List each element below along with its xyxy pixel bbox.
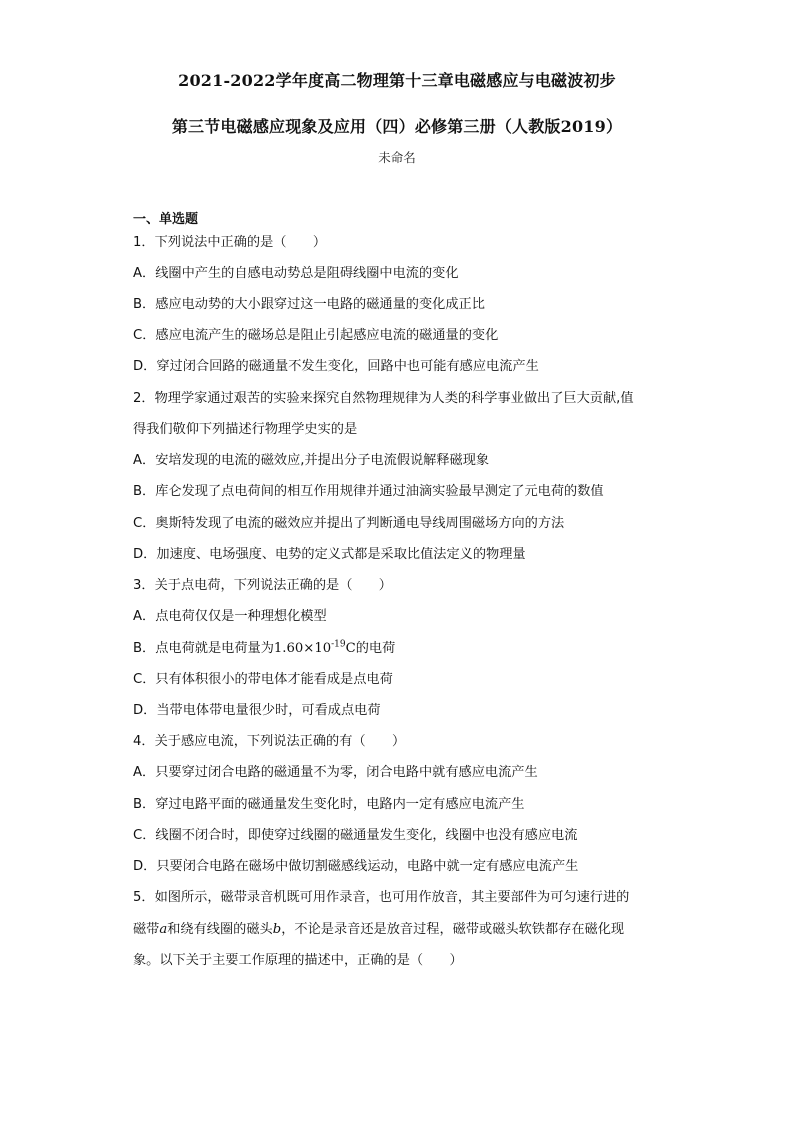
question-5-line-2-suffix: ，不论是录音还是放音过程，磁带或磁头软铁都存在磁化现: [281, 922, 625, 937]
document-author: 未命名: [378, 150, 416, 165]
question-4-option-a: A．只要穿过闭合电路的磁通量不为零，闭合电路中就有感应电流产生: [133, 765, 538, 780]
question-4-option-b: B．穿过电路平面的磁通量发生变化时，电路内一定有感应电流产生: [133, 797, 525, 812]
question-4-option-d: D．只要闭合电路在磁场中做切割磁感线运动，电路中就一定有感应电流产生: [133, 859, 579, 874]
question-1-option-b: B．感应电动势的大小跟穿过这一电路的磁通量的变化成正比: [133, 297, 485, 312]
question-3-stem: 3．关于点电荷，下列说法正确的是（ ）: [133, 578, 392, 593]
question-3-option-b-prefix: B．点电荷就是电荷量为: [133, 641, 274, 656]
question-2-option-c: C．奥斯特发现了电流的磁效应并提出了判断通电导线周围磁场方向的方法: [133, 516, 565, 531]
question-5-stem-line-1: 5．如图所示，磁带录音机既可用作录音，也可用作放音，其主要部件为可匀速行进的: [133, 890, 630, 905]
question-1-stem: 1．下列说法中正确的是（ ）: [133, 235, 327, 250]
charge-value-mantissa: 1.60×10: [273, 641, 332, 656]
question-5-line-2-prefix: 磁带: [133, 922, 160, 937]
question-2-option-b: B．库仑发现了点电荷间的相互作用规律并通过油滴实验最早测定了元电荷的数值: [133, 484, 604, 499]
question-3-option-b: [133, 640, 395, 658]
question-2-option-a: A．安培发现的电流的磁效应,并提出分子电流假说解释磁现象: [133, 453, 490, 468]
charge-unit: C: [345, 641, 356, 656]
question-5-stem-line-3: 象。以下关于主要工作原理的描述中，正确的是（ ）: [133, 953, 463, 968]
question-4-option-c: C．线圈不闭合时，即使穿过线圈的磁通量发生变化，线圈中也没有感应电流: [133, 828, 578, 843]
question-5-line-2-middle: 和绕有线圈的磁头: [167, 922, 273, 937]
question-3-option-b-suffix: 的电荷: [355, 641, 396, 656]
question-4-stem: 4．关于感应电流，下列说法正确的有（ ）: [133, 734, 406, 749]
document-title-line-1: 2021-2022学年度高二物理第十三章电磁感应与电磁波初步: [178, 71, 616, 90]
question-3-option-d: D．当带电体带电量很少时，可看成点电荷: [133, 703, 381, 718]
variable-a: a: [159, 922, 168, 937]
question-1-option-d: D．穿过闭合回路的磁通量不发生变化，回路中也可能有感应电流产生: [133, 359, 539, 374]
question-1-option-a: A．线圈中产生的自感电动势总是阻碍线圈中电流的变化: [133, 266, 459, 281]
question-3-option-a: A．点电荷仅仅是一种理想化模型: [133, 609, 327, 624]
charge-value-exponent: -19: [331, 639, 346, 650]
variable-b: b: [272, 922, 282, 937]
section-heading: 一、单选题: [133, 212, 199, 227]
question-2-option-d: D．加速度、电场强度、电势的定义式都是采取比值法定义的物理量: [133, 547, 526, 562]
document-title-line-2: 第三节电磁感应现象及应用（四）必修第三册（人教版2019）: [171, 117, 623, 136]
question-2-stem-line-1: 2．物理学家通过艰苦的实验来探究自然物理规律为人类的科学事业做出了巨大贡献,值: [133, 391, 634, 406]
question-3-option-c: C．只有体积很小的带电体才能看成是点电荷: [133, 672, 393, 687]
question-5-stem-line-2: [133, 921, 624, 939]
question-1-option-c: C．感应电流产生的磁场总是阻止引起感应电流的磁通量的变化: [133, 328, 499, 343]
question-2-stem-line-2: 得我们敬仰下列描述行物理学史实的是: [133, 422, 358, 437]
